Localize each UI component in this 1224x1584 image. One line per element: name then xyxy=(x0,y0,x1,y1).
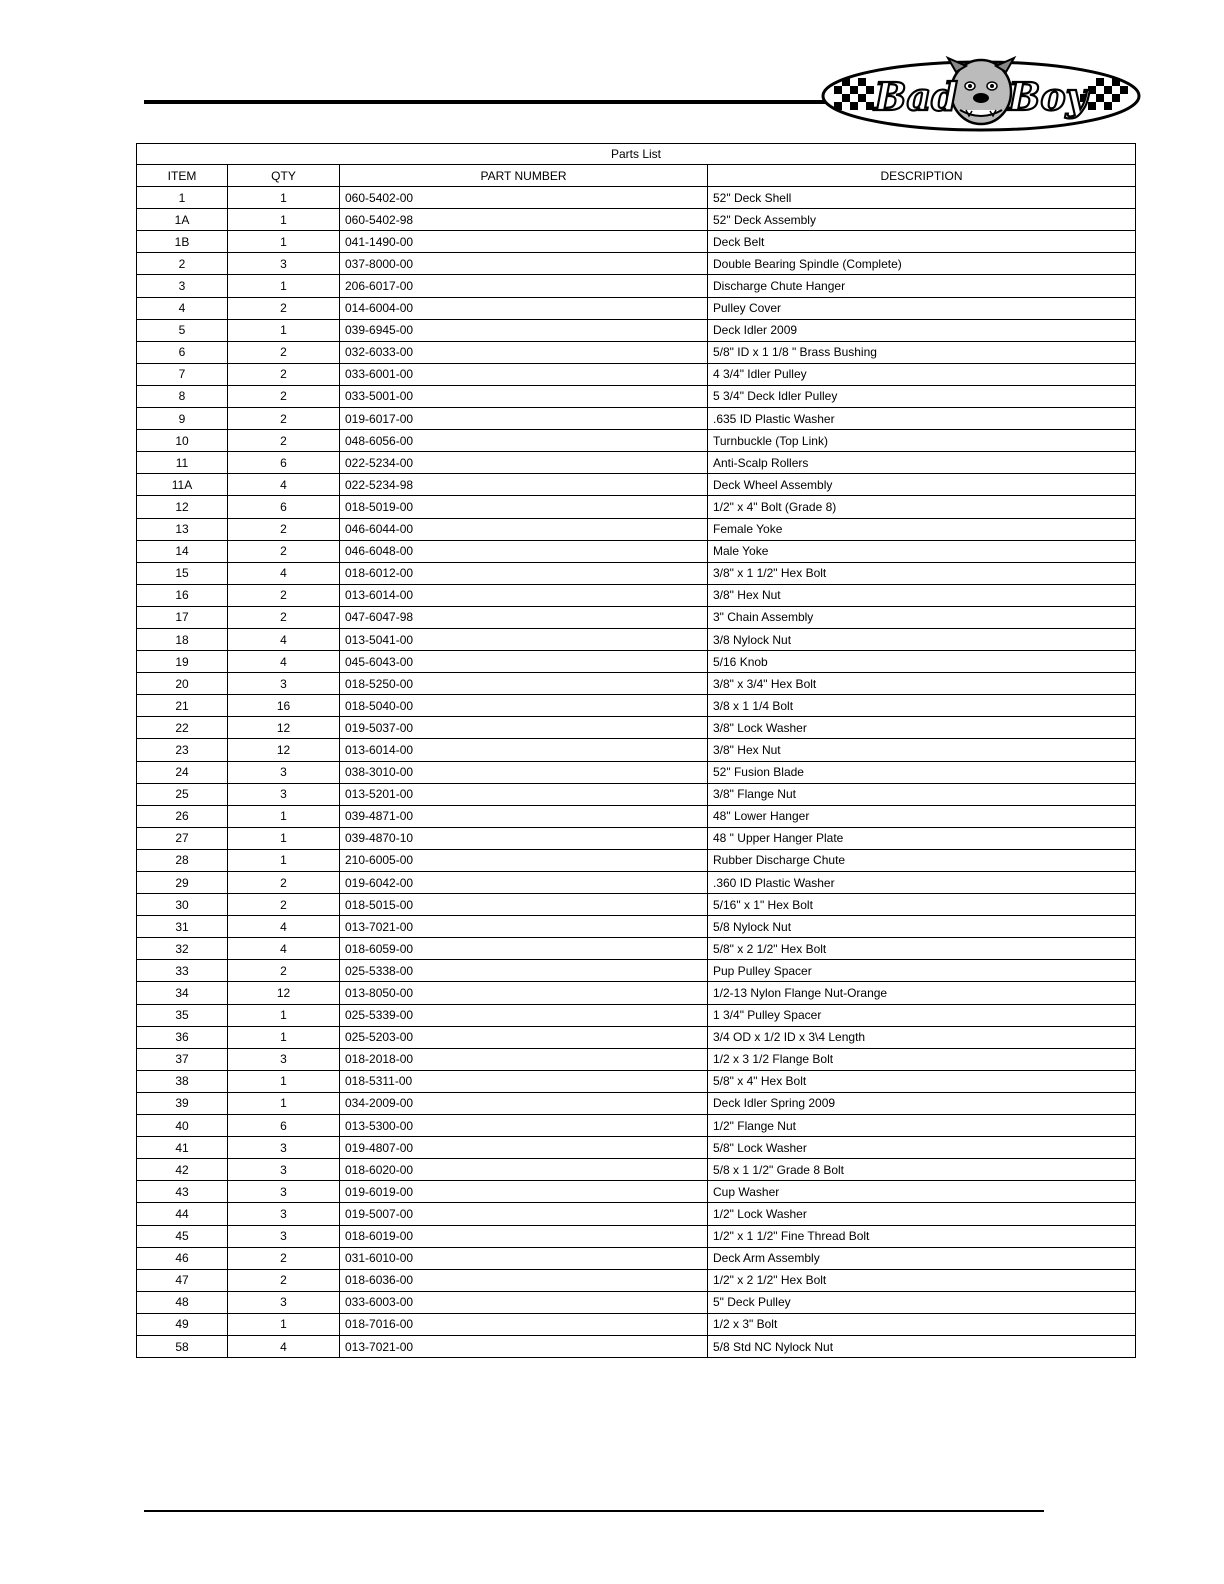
description-cell: Turnbuckle (Top Link) xyxy=(708,430,1136,452)
description-cell: 5/8" ID x 1 1/8 " Brass Bushing xyxy=(708,341,1136,363)
qty-cell: 6 xyxy=(228,496,340,518)
table-row xyxy=(137,1092,1136,1114)
part-number-cell: 032-6033-00 xyxy=(340,341,708,363)
part-number-cell: 018-5019-00 xyxy=(340,496,708,518)
table-row xyxy=(137,982,1136,1004)
item-cell: 27 xyxy=(137,827,228,849)
description-cell: 5" Deck Pulley xyxy=(708,1291,1136,1313)
item-cell: 42 xyxy=(137,1159,228,1181)
item-cell: 19 xyxy=(137,651,228,673)
description-cell: 4 3/4" Idler Pulley xyxy=(708,363,1136,385)
qty-cell: 4 xyxy=(228,1335,340,1357)
table-row xyxy=(137,916,1136,938)
part-number-cell: 037-8000-00 xyxy=(340,253,708,275)
qty-cell: 3 xyxy=(228,1225,340,1247)
part-number-cell: 047-6047-98 xyxy=(340,606,708,628)
table-row xyxy=(137,606,1136,628)
item-cell: 6 xyxy=(137,341,228,363)
description-cell: Double Bearing Spindle (Complete) xyxy=(708,253,1136,275)
item-cell: 16 xyxy=(137,584,228,606)
description-cell: 3/4 OD x 1/2 ID x 3\4 Length xyxy=(708,1026,1136,1048)
qty-cell: 2 xyxy=(228,363,340,385)
qty-cell: 3 xyxy=(228,673,340,695)
part-number-cell: 018-6019-00 xyxy=(340,1225,708,1247)
item-cell: 10 xyxy=(137,430,228,452)
table-row xyxy=(137,960,1136,982)
bad-boy-logo xyxy=(820,52,1142,134)
description-cell: .635 ID Plastic Washer xyxy=(708,408,1136,430)
qty-cell: 6 xyxy=(228,1115,340,1137)
description-cell: 5/8" x 4" Hex Bolt xyxy=(708,1070,1136,1092)
part-number-cell: 039-4871-00 xyxy=(340,805,708,827)
part-number-cell: 022-5234-00 xyxy=(340,452,708,474)
description-cell: 3/8" Flange Nut xyxy=(708,783,1136,805)
part-number-cell: 025-5338-00 xyxy=(340,960,708,982)
part-number-cell: 033-6003-00 xyxy=(340,1291,708,1313)
table-row xyxy=(137,1004,1136,1026)
description-cell: 3/8 x 1 1/4 Bolt xyxy=(708,695,1136,717)
table-row xyxy=(137,341,1136,363)
description-cell: Cup Washer xyxy=(708,1181,1136,1203)
table-row xyxy=(137,562,1136,584)
qty-cell: 4 xyxy=(228,628,340,650)
table-row xyxy=(137,761,1136,783)
item-cell: 14 xyxy=(137,540,228,562)
description-cell: 5/16 Knob xyxy=(708,651,1136,673)
part-number-cell: 019-6042-00 xyxy=(340,872,708,894)
item-cell: 25 xyxy=(137,783,228,805)
table-row xyxy=(137,1225,1136,1247)
item-cell: 22 xyxy=(137,717,228,739)
item-cell: 15 xyxy=(137,562,228,584)
parts-table-body xyxy=(137,187,1136,1358)
item-cell: 41 xyxy=(137,1137,228,1159)
item-cell: 4 xyxy=(137,297,228,319)
footer-rule xyxy=(144,1510,1044,1512)
description-cell: Deck Idler Spring 2009 xyxy=(708,1092,1136,1114)
qty-cell: 4 xyxy=(228,651,340,673)
qty-cell: 12 xyxy=(228,739,340,761)
part-number-cell: 019-6017-00 xyxy=(340,408,708,430)
item-cell: 49 xyxy=(137,1313,228,1335)
qty-cell: 2 xyxy=(228,430,340,452)
description-cell: 5/8" x 2 1/2" Hex Bolt xyxy=(708,938,1136,960)
table-row xyxy=(137,805,1136,827)
part-number-cell: 210-6005-00 xyxy=(340,849,708,871)
qty-cell: 4 xyxy=(228,474,340,496)
description-cell: 48 " Upper Hanger Plate xyxy=(708,827,1136,849)
item-cell: 12 xyxy=(137,496,228,518)
description-cell: Pulley Cover xyxy=(708,297,1136,319)
header-rule xyxy=(144,100,832,104)
item-cell: 28 xyxy=(137,849,228,871)
item-cell: 24 xyxy=(137,761,228,783)
header-description: DESCRIPTION xyxy=(708,165,1136,187)
part-number-cell: 033-6001-00 xyxy=(340,363,708,385)
table-row xyxy=(137,894,1136,916)
qty-cell: 2 xyxy=(228,1269,340,1291)
description-cell: 1 3/4" Pulley Spacer xyxy=(708,1004,1136,1026)
qty-cell: 1 xyxy=(228,805,340,827)
description-cell: .360 ID Plastic Washer xyxy=(708,872,1136,894)
item-cell: 17 xyxy=(137,606,228,628)
qty-cell: 2 xyxy=(228,894,340,916)
qty-cell: 1 xyxy=(228,827,340,849)
table-row xyxy=(137,231,1136,253)
qty-cell: 1 xyxy=(228,849,340,871)
item-cell: 1A xyxy=(137,209,228,231)
item-cell: 1 xyxy=(137,187,228,209)
item-cell: 48 xyxy=(137,1291,228,1313)
qty-cell: 1 xyxy=(228,1026,340,1048)
table-row xyxy=(137,430,1136,452)
item-cell: 40 xyxy=(137,1115,228,1137)
item-cell: 9 xyxy=(137,408,228,430)
item-cell: 46 xyxy=(137,1247,228,1269)
table-row xyxy=(137,1048,1136,1070)
description-cell: Female Yoke xyxy=(708,518,1136,540)
bulldog-icon xyxy=(820,52,1142,134)
part-number-cell: 013-5300-00 xyxy=(340,1115,708,1137)
table-title: Parts List xyxy=(137,144,1136,165)
table-row xyxy=(137,1247,1136,1269)
part-number-cell: 060-5402-98 xyxy=(340,209,708,231)
qty-cell: 2 xyxy=(228,518,340,540)
table-row xyxy=(137,363,1136,385)
qty-cell: 3 xyxy=(228,1137,340,1159)
part-number-cell: 039-6945-00 xyxy=(340,319,708,341)
qty-cell: 3 xyxy=(228,1181,340,1203)
qty-cell: 1 xyxy=(228,275,340,297)
qty-cell: 4 xyxy=(228,938,340,960)
table-row xyxy=(137,584,1136,606)
item-cell: 34 xyxy=(137,982,228,1004)
qty-cell: 3 xyxy=(228,783,340,805)
item-cell: 45 xyxy=(137,1225,228,1247)
item-cell: 39 xyxy=(137,1092,228,1114)
table-row xyxy=(137,1203,1136,1225)
part-number-cell: 018-6012-00 xyxy=(340,562,708,584)
part-number-cell: 013-5041-00 xyxy=(340,628,708,650)
table-row xyxy=(137,628,1136,650)
item-cell: 18 xyxy=(137,628,228,650)
description-cell: Deck Belt xyxy=(708,231,1136,253)
table-header-row xyxy=(137,165,1136,187)
part-number-cell: 019-5037-00 xyxy=(340,717,708,739)
description-cell: Deck Idler 2009 xyxy=(708,319,1136,341)
qty-cell: 16 xyxy=(228,695,340,717)
description-cell: 3/8" Lock Washer xyxy=(708,717,1136,739)
svg-text:Boy: Boy xyxy=(1008,74,1088,119)
qty-cell: 3 xyxy=(228,1291,340,1313)
svg-text:Bad: Bad xyxy=(874,74,958,119)
header-item: ITEM xyxy=(137,165,228,187)
qty-cell: 1 xyxy=(228,187,340,209)
description-cell: Rubber Discharge Chute xyxy=(708,849,1136,871)
description-cell: 5 3/4" Deck Idler Pulley xyxy=(708,385,1136,407)
table-row xyxy=(137,783,1136,805)
item-cell: 20 xyxy=(137,673,228,695)
part-number-cell: 039-4870-10 xyxy=(340,827,708,849)
item-cell: 8 xyxy=(137,385,228,407)
item-cell: 11A xyxy=(137,474,228,496)
part-number-cell: 013-7021-00 xyxy=(340,1335,708,1357)
part-number-cell: 019-4807-00 xyxy=(340,1137,708,1159)
table-row xyxy=(137,540,1136,562)
description-cell: 1/2" x 2 1/2" Hex Bolt xyxy=(708,1269,1136,1291)
table-row xyxy=(137,297,1136,319)
qty-cell: 6 xyxy=(228,452,340,474)
item-cell: 7 xyxy=(137,363,228,385)
description-cell: 1/2" Lock Washer xyxy=(708,1203,1136,1225)
table-row xyxy=(137,695,1136,717)
part-number-cell: 013-7021-00 xyxy=(340,916,708,938)
table-row xyxy=(137,518,1136,540)
qty-cell: 1 xyxy=(228,1313,340,1335)
part-number-cell: 025-5203-00 xyxy=(340,1026,708,1048)
part-number-cell: 018-6020-00 xyxy=(340,1159,708,1181)
item-cell: 58 xyxy=(137,1335,228,1357)
table-row xyxy=(137,673,1136,695)
item-cell: 35 xyxy=(137,1004,228,1026)
description-cell: 48" Lower Hanger xyxy=(708,805,1136,827)
description-cell: 1/2" x 4" Bolt (Grade 8) xyxy=(708,496,1136,518)
part-number-cell: 022-5234-98 xyxy=(340,474,708,496)
table-row xyxy=(137,1313,1136,1335)
item-cell: 47 xyxy=(137,1269,228,1291)
item-cell: 11 xyxy=(137,452,228,474)
description-cell: 1/2-13 Nylon Flange Nut-Orange xyxy=(708,982,1136,1004)
part-number-cell: 018-6036-00 xyxy=(340,1269,708,1291)
qty-cell: 3 xyxy=(228,1159,340,1181)
table-row xyxy=(137,319,1136,341)
part-number-cell: 031-6010-00 xyxy=(340,1247,708,1269)
table-row xyxy=(137,275,1136,297)
table-row xyxy=(137,1026,1136,1048)
description-cell: Deck Wheel Assembly xyxy=(708,474,1136,496)
table-row xyxy=(137,717,1136,739)
description-cell: Pup Pulley Spacer xyxy=(708,960,1136,982)
table-row xyxy=(137,1269,1136,1291)
part-number-cell: 025-5339-00 xyxy=(340,1004,708,1026)
item-cell: 33 xyxy=(137,960,228,982)
qty-cell: 2 xyxy=(228,1247,340,1269)
qty-cell: 1 xyxy=(228,231,340,253)
item-cell: 38 xyxy=(137,1070,228,1092)
item-cell: 3 xyxy=(137,275,228,297)
table-row xyxy=(137,187,1136,209)
table-row xyxy=(137,1115,1136,1137)
part-number-cell: 046-6048-00 xyxy=(340,540,708,562)
table-row xyxy=(137,408,1136,430)
table-row xyxy=(137,209,1136,231)
item-cell: 44 xyxy=(137,1203,228,1225)
qty-cell: 3 xyxy=(228,1203,340,1225)
description-cell: 1/2" Flange Nut xyxy=(708,1115,1136,1137)
item-cell: 32 xyxy=(137,938,228,960)
part-number-cell: 019-5007-00 xyxy=(340,1203,708,1225)
part-number-cell: 018-7016-00 xyxy=(340,1313,708,1335)
table-row xyxy=(137,385,1136,407)
qty-cell: 3 xyxy=(228,1048,340,1070)
part-number-cell: 034-2009-00 xyxy=(340,1092,708,1114)
item-cell: 2 xyxy=(137,253,228,275)
part-number-cell: 018-5015-00 xyxy=(340,894,708,916)
qty-cell: 1 xyxy=(228,1004,340,1026)
table-row xyxy=(137,938,1136,960)
qty-cell: 2 xyxy=(228,540,340,562)
description-cell: 3/8" Hex Nut xyxy=(708,584,1136,606)
item-cell: 36 xyxy=(137,1026,228,1048)
part-number-cell: 046-6044-00 xyxy=(340,518,708,540)
parts-list-table xyxy=(136,143,1136,1358)
part-number-cell: 013-5201-00 xyxy=(340,783,708,805)
description-cell: Male Yoke xyxy=(708,540,1136,562)
part-number-cell: 013-6014-00 xyxy=(340,739,708,761)
item-cell: 30 xyxy=(137,894,228,916)
item-cell: 31 xyxy=(137,916,228,938)
header-qty: QTY xyxy=(228,165,340,187)
qty-cell: 2 xyxy=(228,297,340,319)
qty-cell: 1 xyxy=(228,1070,340,1092)
description-cell: 5/8" Lock Washer xyxy=(708,1137,1136,1159)
part-number-cell: 018-2018-00 xyxy=(340,1048,708,1070)
item-cell: 5 xyxy=(137,319,228,341)
table-row xyxy=(137,452,1136,474)
qty-cell: 2 xyxy=(228,341,340,363)
description-cell: 52" Fusion Blade xyxy=(708,761,1136,783)
qty-cell: 2 xyxy=(228,408,340,430)
item-cell: 21 xyxy=(137,695,228,717)
description-cell: 3/8" Hex Nut xyxy=(708,739,1136,761)
item-cell: 37 xyxy=(137,1048,228,1070)
part-number-cell: 038-3010-00 xyxy=(340,761,708,783)
description-cell: 3/8 Nylock Nut xyxy=(708,628,1136,650)
qty-cell: 12 xyxy=(228,982,340,1004)
part-number-cell: 206-6017-00 xyxy=(340,275,708,297)
description-cell: Deck Arm Assembly xyxy=(708,1247,1136,1269)
item-cell: 29 xyxy=(137,872,228,894)
table-row xyxy=(137,1070,1136,1092)
description-cell: 52" Deck Assembly xyxy=(708,209,1136,231)
part-number-cell: 060-5402-00 xyxy=(340,187,708,209)
description-cell: 1/2 x 3" Bolt xyxy=(708,1313,1136,1335)
part-number-cell: 014-6004-00 xyxy=(340,297,708,319)
table-row xyxy=(137,496,1136,518)
item-cell: 13 xyxy=(137,518,228,540)
item-cell: 43 xyxy=(137,1181,228,1203)
part-number-cell: 018-5250-00 xyxy=(340,673,708,695)
qty-cell: 3 xyxy=(228,253,340,275)
qty-cell: 2 xyxy=(228,385,340,407)
qty-cell: 2 xyxy=(228,584,340,606)
item-cell: 26 xyxy=(137,805,228,827)
qty-cell: 2 xyxy=(228,606,340,628)
description-cell: 3/8" x 1 1/2" Hex Bolt xyxy=(708,562,1136,584)
part-number-cell: 041-1490-00 xyxy=(340,231,708,253)
table-title-row xyxy=(137,144,1136,165)
table-row xyxy=(137,1181,1136,1203)
description-cell: 52" Deck Shell xyxy=(708,187,1136,209)
table-row xyxy=(137,827,1136,849)
qty-cell: 1 xyxy=(228,319,340,341)
part-number-cell: 019-6019-00 xyxy=(340,1181,708,1203)
part-number-cell: 013-6014-00 xyxy=(340,584,708,606)
description-cell: 3" Chain Assembly xyxy=(708,606,1136,628)
table-row xyxy=(137,872,1136,894)
part-number-cell: 033-5001-00 xyxy=(340,385,708,407)
description-cell: 1/2" x 1 1/2" Fine Thread Bolt xyxy=(708,1225,1136,1247)
table-row xyxy=(137,1137,1136,1159)
table-row xyxy=(137,739,1136,761)
table-row xyxy=(137,1335,1136,1357)
description-cell: 1/2 x 3 1/2 Flange Bolt xyxy=(708,1048,1136,1070)
table-row xyxy=(137,651,1136,673)
part-number-cell: 045-6043-00 xyxy=(340,651,708,673)
description-cell: 5/16" x 1" Hex Bolt xyxy=(708,894,1136,916)
part-number-cell: 018-6059-00 xyxy=(340,938,708,960)
table-row xyxy=(137,1159,1136,1181)
qty-cell: 12 xyxy=(228,717,340,739)
table-row xyxy=(137,1291,1136,1313)
table-row xyxy=(137,474,1136,496)
qty-cell: 4 xyxy=(228,562,340,584)
item-cell: 1B xyxy=(137,231,228,253)
qty-cell: 1 xyxy=(228,209,340,231)
qty-cell: 2 xyxy=(228,960,340,982)
qty-cell: 3 xyxy=(228,761,340,783)
qty-cell: 2 xyxy=(228,872,340,894)
table-row xyxy=(137,253,1136,275)
description-cell: 5/8 x 1 1/2" Grade 8 Bolt xyxy=(708,1159,1136,1181)
header-part-number: PART NUMBER xyxy=(340,165,708,187)
part-number-cell: 018-5040-00 xyxy=(340,695,708,717)
qty-cell: 4 xyxy=(228,916,340,938)
description-cell: 3/8" x 3/4" Hex Bolt xyxy=(708,673,1136,695)
qty-cell: 1 xyxy=(228,1092,340,1114)
part-number-cell: 013-8050-00 xyxy=(340,982,708,1004)
table-row xyxy=(137,849,1136,871)
item-cell: 23 xyxy=(137,739,228,761)
description-cell: Anti-Scalp Rollers xyxy=(708,452,1136,474)
description-cell: 5/8 Std NC Nylock Nut xyxy=(708,1335,1136,1357)
part-number-cell: 048-6056-00 xyxy=(340,430,708,452)
description-cell: 5/8 Nylock Nut xyxy=(708,916,1136,938)
description-cell: Discharge Chute Hanger xyxy=(708,275,1136,297)
part-number-cell: 018-5311-00 xyxy=(340,1070,708,1092)
